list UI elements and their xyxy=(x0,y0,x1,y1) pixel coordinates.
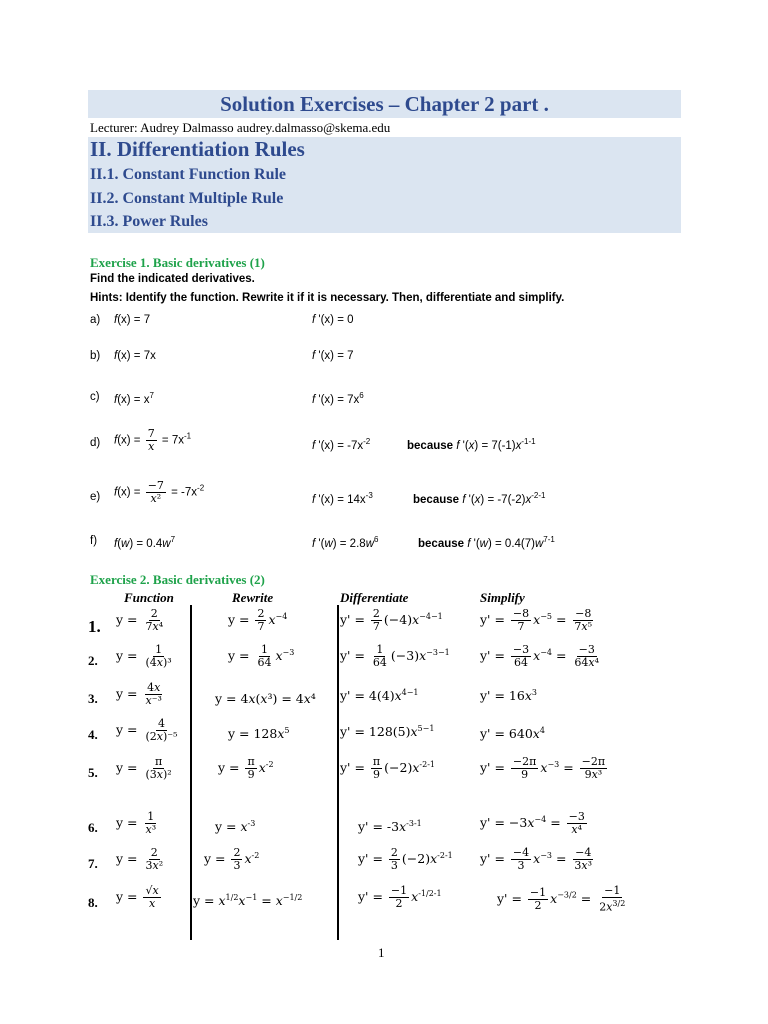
exercise1-instruction: Find the indicated derivatives. xyxy=(90,273,255,285)
page-title: Solution Exercises – Chapter 2 part . xyxy=(220,92,549,116)
lecturer-line: Lecturer: Audrey Dalmasso audrey.dalmasso@skema.edu xyxy=(90,120,391,135)
r7-function: y = $\frac{2}{\text{3x²}}$ xyxy=(116,846,164,872)
ex1-label-f: f) xyxy=(90,535,98,547)
r3-simplify: $y' = 16x^3$ xyxy=(480,688,537,704)
row-number-5: 5. xyxy=(88,765,98,780)
col-differentiate: Differentiate xyxy=(340,590,409,605)
row-number-2: 2. xyxy=(88,653,98,668)
r1-rewrite: y = $\frac{2}{7}$ $x^{-4}$ xyxy=(228,607,288,633)
col-rewrite: Rewrite xyxy=(232,590,274,605)
ex1e-derivative: f '$(x) = 14x^{-3}$ xyxy=(312,491,373,506)
row-number-7: 7. xyxy=(88,856,98,871)
ex1b-function: f(x) = 7x xyxy=(114,350,156,362)
r2-rewrite: y = $\frac{1}{64}$ $x^{-3}$ xyxy=(228,643,295,669)
ex1e-because: because f '$(x) = -7(-2)x^{-2-1}$ xyxy=(413,491,546,506)
row-number-4: 4. xyxy=(88,727,98,742)
column-divider-1 xyxy=(190,605,192,940)
r5-differentiate: y' = $\frac{\pi}{9}$ $(-2)x^{-2-1}$ xyxy=(340,755,435,781)
row-number-1: 1. xyxy=(88,617,101,636)
r4-function: y = $\frac{4}{\text{(2x)⁻⁵}}$ xyxy=(116,717,178,743)
ex1d-because: because f '$(x) = 7(-1)x^{-1-1}$ xyxy=(407,437,536,452)
ex1b-derivative: f '(x) = 7 xyxy=(312,350,354,362)
col-function: Function xyxy=(124,590,174,605)
ex1d-derivative: f '$(x) = -7x^{-2}$ xyxy=(312,437,371,452)
ex1f-because: because f '$(w) = 0.4(7)w^{7-1}$ xyxy=(418,535,555,550)
exercise1-hints: Hints: Identify the function. Rewrite it if it is necessary. Then, differentiate and simplify. xyxy=(90,292,565,304)
r8-rewrite: $y = x^{1/2}x^{-1} = x^{-1/2}$ xyxy=(193,893,303,909)
r3-differentiate: $y' = 4(4)x^{4-1}$ xyxy=(340,688,419,704)
row-number-8: 8. xyxy=(88,895,98,910)
r1-simplify: y' = $\frac{-8}{7}$ $x^{-5}$ = $\frac{-8}{\text{7x⁵}}$ xyxy=(480,607,593,633)
ex1-label-c: c) xyxy=(90,391,100,403)
exercise2-heading: Exercise 2. Basic derivatives (2) xyxy=(90,572,265,587)
r3-rewrite: y = 4x(x³) = 4x⁴ xyxy=(215,691,316,706)
ex1d-function: f(x) = $\frac{7}{x}$ = $7x^{-1}$ xyxy=(114,427,192,453)
r6-rewrite: $y = x^{-3}$ xyxy=(215,819,256,835)
ex1f-derivative: f '$(w) = 2.8w^6$ xyxy=(312,535,379,550)
ex1-label-b: b) xyxy=(90,350,101,362)
r3-function: y = $\frac{4x}{\text{x⁻³}}$ xyxy=(116,681,162,707)
subsection-3: II.3. Power Rules xyxy=(90,213,208,230)
col-simplify: Simplify xyxy=(480,590,525,605)
ex1-label-d: d) xyxy=(90,437,101,449)
exercise1-heading: Exercise 1. Basic derivatives (1) xyxy=(90,255,265,270)
page-number: 1 xyxy=(378,945,385,960)
r4-rewrite: $y = 128x^5$ xyxy=(228,726,290,742)
ex1c-function: $f(x) = x^7$ xyxy=(114,391,154,406)
r6-simplify: $y' = -3x^{-4}$ = $\frac{-3}{\text{x⁴}}$ xyxy=(480,810,585,836)
ex1-label-a: a) xyxy=(90,314,101,326)
r5-simplify: y' = $\frac{-2\pi}{9}$ $x^{-3}$ = $\frac{-2\pi}{\text{9x³}}$ xyxy=(480,755,606,781)
ex1c-derivative: f '$(x) = 7x^6$ xyxy=(312,391,364,406)
r6-function: y = $\frac{1}{\text{x³}}$ xyxy=(116,810,157,836)
r1-function: y = $\frac{2}{\text{7x⁴}}$ xyxy=(116,607,164,633)
r4-differentiate: $y' = 128(5)x^{5-1}$ xyxy=(340,724,435,740)
r7-differentiate: y' = $\frac{2}{3}$ $(-2)x^{-2-1}$ xyxy=(358,846,453,872)
r2-simplify: y' = $\frac{-3}{64}$ $x^{-4}$ = $\frac{-3}{\text{64x⁴}}$ xyxy=(480,643,600,669)
section-heading: II. Differentiation Rules xyxy=(90,137,305,161)
r7-rewrite: y = $\frac{2}{3}$ $x^{-2}$ xyxy=(204,846,260,872)
subsection-1: II.1. Constant Function Rule xyxy=(90,166,287,183)
r7-simplify: y' = $\frac{-4}{3}$ $x^{-3}$ = $\frac{-4}{\text{3x³}}$ xyxy=(480,846,593,872)
r4-simplify: $y' = 640x^4$ xyxy=(480,726,545,742)
subsection-2: II.2. Constant Multiple Rule xyxy=(90,190,284,207)
r8-differentiate: y' = $\frac{-1}{2}$ $x^{-1/2-1}$ xyxy=(358,884,442,910)
ex1a-derivative: f '(x) = 0 xyxy=(312,314,354,326)
column-divider-2 xyxy=(337,605,339,940)
r2-differentiate: y' = $\frac{1}{64}$ $(-3)x^{-3-1}$ xyxy=(340,643,450,669)
r5-rewrite: y = $\frac{\pi}{9}$ $x^{-2}$ xyxy=(218,755,274,781)
r8-function: y = $\frac{√x}{x}$ xyxy=(116,884,159,910)
ex1a-function: f(x) = 7 xyxy=(114,314,151,326)
r1-differentiate: y' = $\frac{2}{7}$ $(-4)x^{-4-1}$ xyxy=(340,607,443,633)
row-number-3: 3. xyxy=(88,691,98,706)
ex1e-function: f(x) = $\frac{-7}{\text{x²}}$ = $-7x^{-2}$ xyxy=(114,479,205,505)
r8-simplify: y' = $\frac{-1}{2}$ $x^{-3/2}$ = $\frac{-1}{2x^{3/2}}$ xyxy=(497,884,626,914)
r5-function: y = $\frac{\pi}{\text{(3x)²}}$ xyxy=(116,755,172,781)
r2-function: y = $\frac{1}{\text{(4x)³}}$ xyxy=(116,643,172,669)
ex1f-function: $f(w) = 0.4w^7$ xyxy=(114,535,176,550)
ex1-label-e: e) xyxy=(90,491,101,503)
r6-differentiate: $y' = -3x^{-3-1}$ xyxy=(358,819,422,835)
row-number-6: 6. xyxy=(88,820,98,835)
